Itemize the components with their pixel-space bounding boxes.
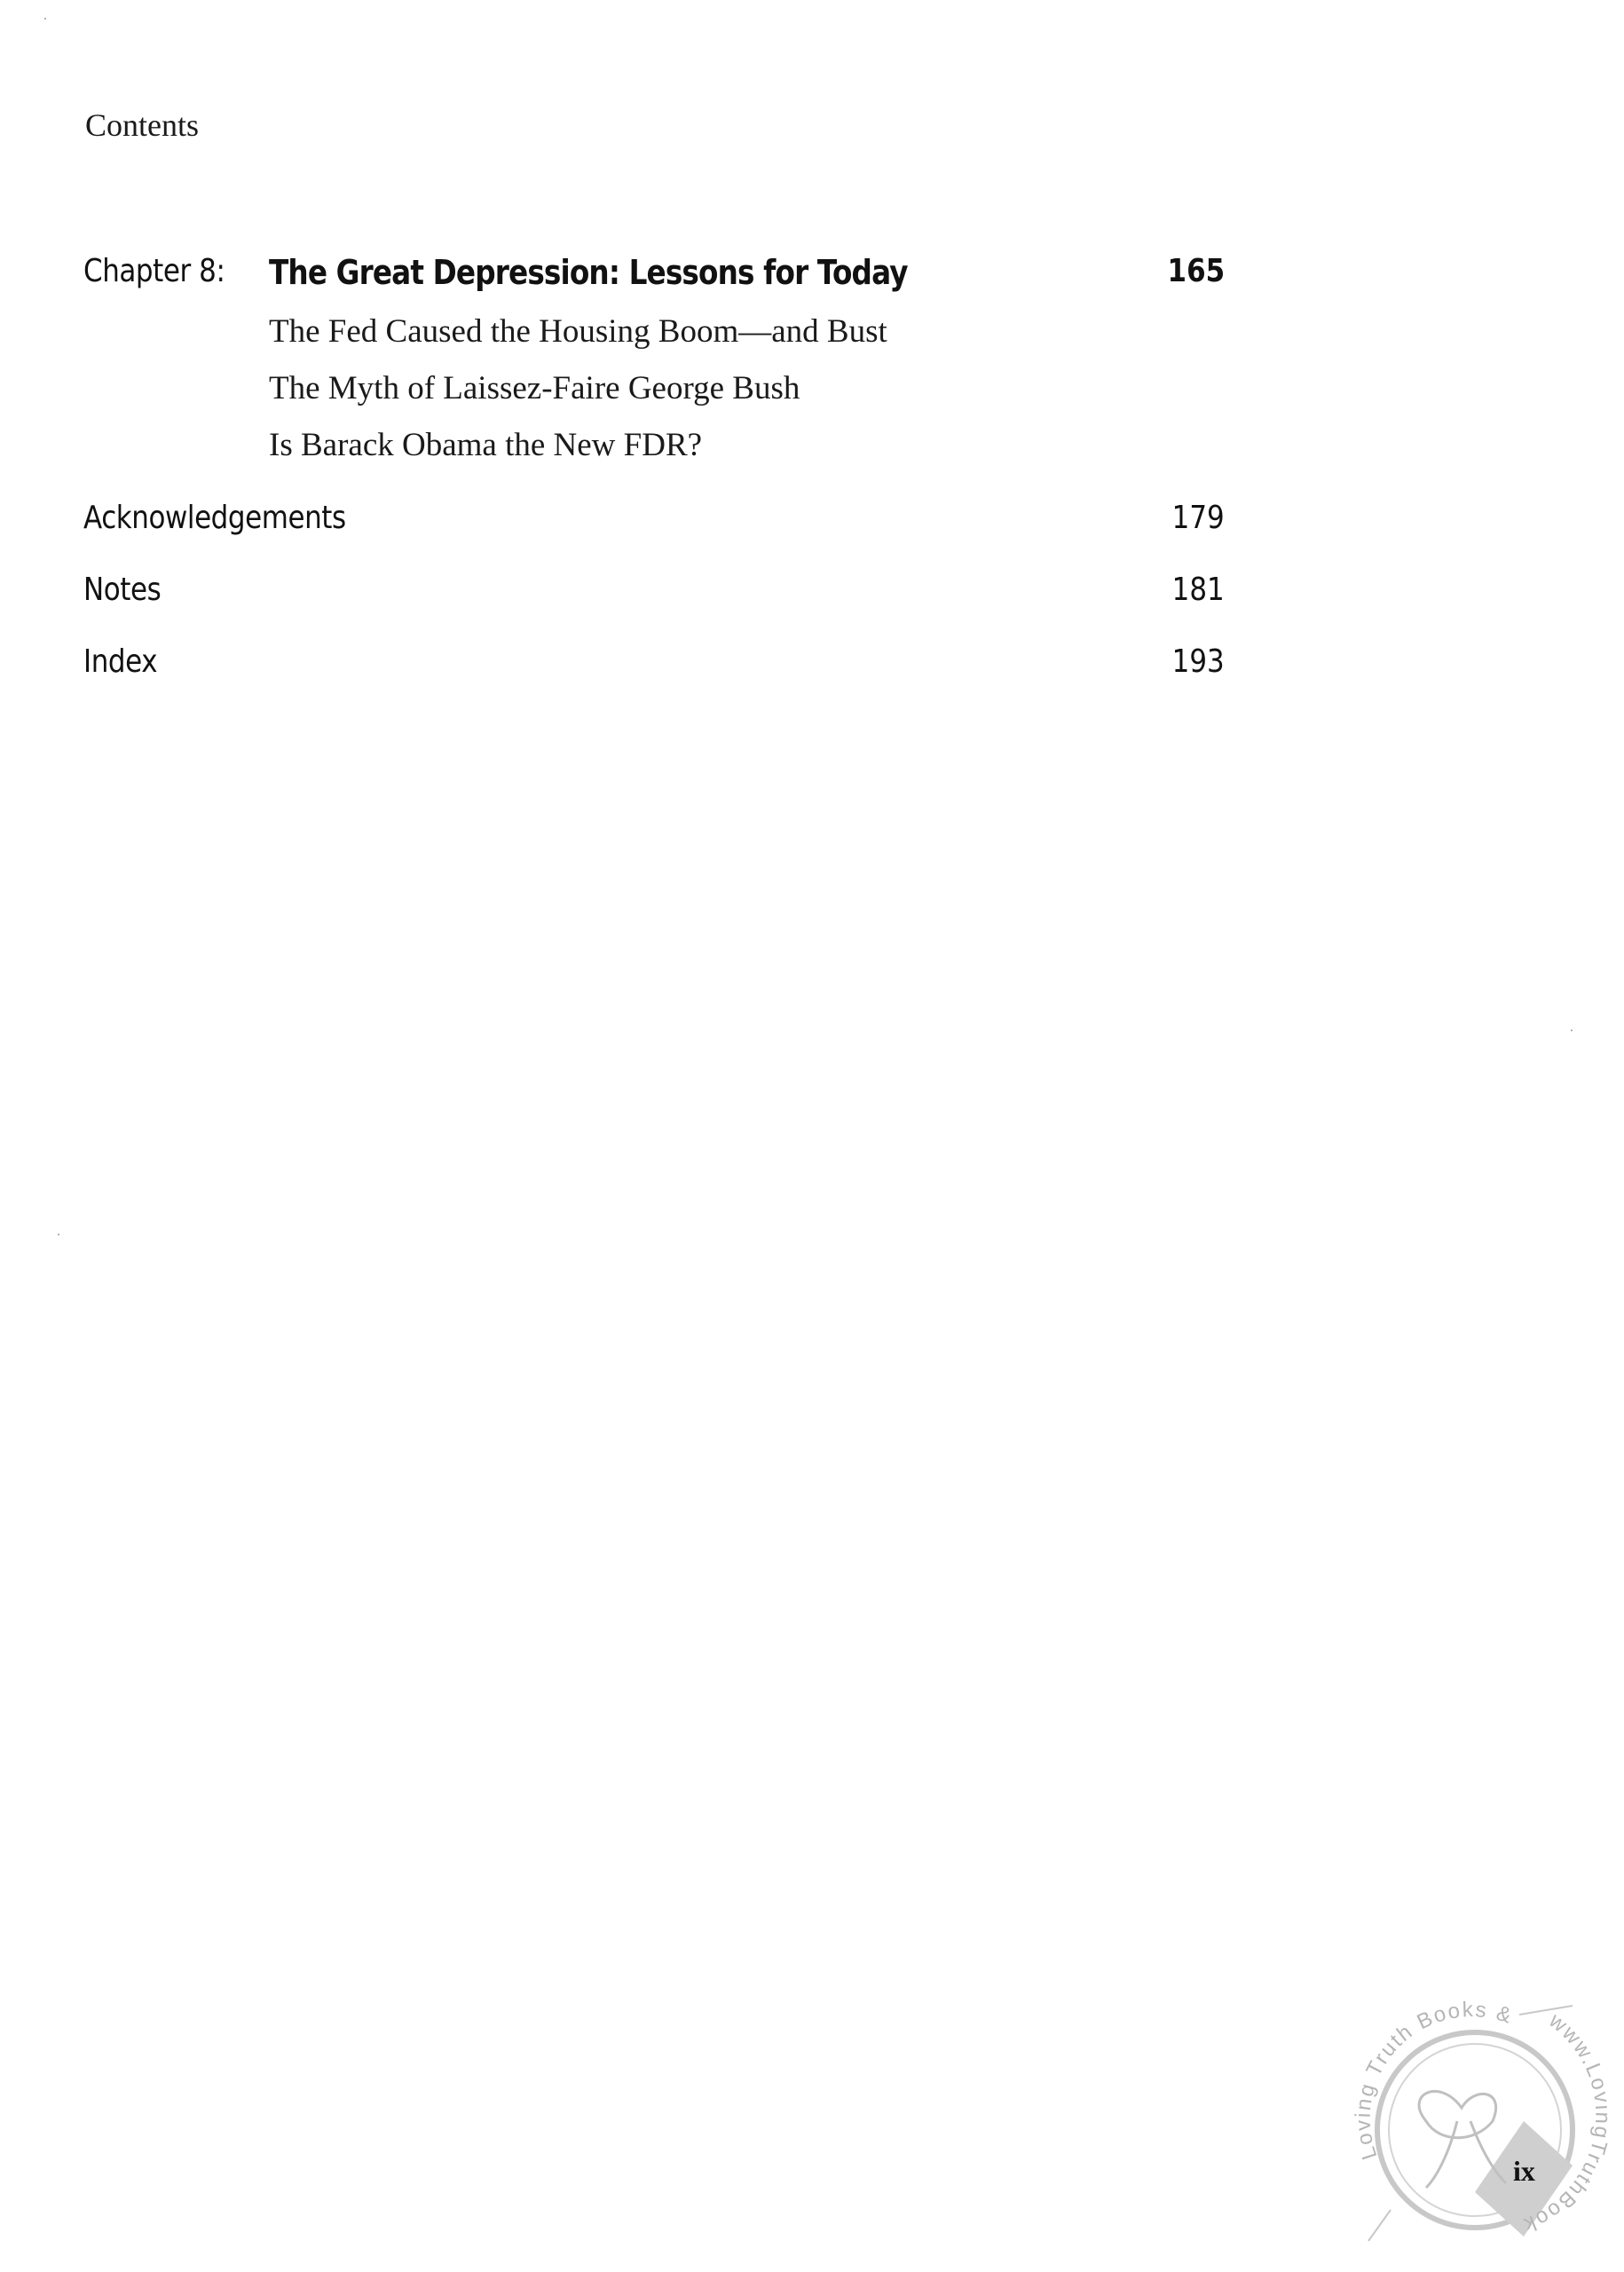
back-matter-page-number: 179 (1171, 500, 1225, 536)
back-matter-label: Acknowledgements (83, 500, 346, 536)
back-matter-label: Notes (83, 572, 162, 608)
subsection-title: Is Barack Obama the New FDR? (269, 427, 703, 463)
page-folio: ix (1513, 2155, 1535, 2187)
svg-text:Loving Truth Books & Gifts: Loving Truth Books & (1351, 1997, 1517, 2163)
back-matter-page-number: 193 (1171, 643, 1225, 680)
subsection-title: The Myth of Laissez-Faire George Bush (269, 370, 800, 406)
watermark-stamp (1342, 1988, 1608, 2254)
scan-speck (1571, 1030, 1573, 1031)
chapter-label: Chapter 8: (83, 253, 225, 289)
back-matter-page-number: 181 (1171, 572, 1225, 608)
running-head: Contents (85, 107, 200, 143)
back-matter-label: Index (83, 643, 158, 680)
scan-speck (44, 18, 46, 20)
chapter-page-number: 165 (1167, 253, 1225, 289)
chapter-title: The Great Depression: Lessons for Today (269, 253, 908, 292)
scan-speck (58, 1234, 59, 1235)
bookstore-stamp-icon (1342, 1988, 1608, 2254)
subsection-title: The Fed Caused the Housing Boom—and Bust (269, 313, 887, 350)
svg-text:www.LovingTruthBooks.com: www.L ruthBook (1518, 2008, 1608, 2238)
